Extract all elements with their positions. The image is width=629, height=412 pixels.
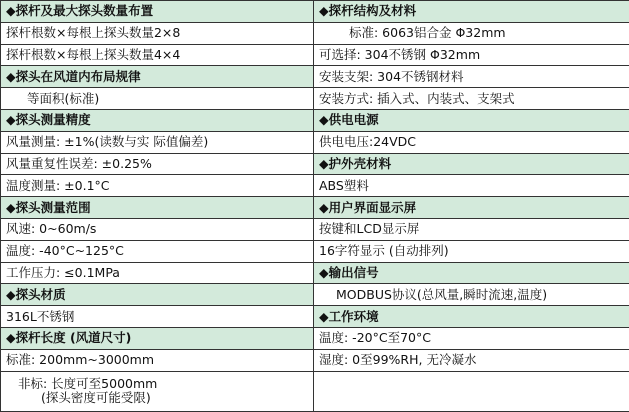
section-header: ◆探头测量范围 xyxy=(1,197,314,219)
spec-table-body xyxy=(1,1,629,372)
table-row xyxy=(1,88,629,110)
spec-value: MODBUS协议(总风量,瞬时流速,温度) xyxy=(314,284,629,306)
spec-value: 工作压力: ≤0.1MPa xyxy=(1,262,314,284)
table-row xyxy=(1,109,629,131)
section-header: ◆探头测量精度 xyxy=(1,109,314,131)
spec-value: 安装方式: 插入式、内装式、支架式 xyxy=(314,88,629,110)
table-row xyxy=(1,131,629,153)
spec-value: 标准: 6063铝合金 Φ32mm xyxy=(314,22,629,44)
table-row xyxy=(1,175,629,197)
section-header: ◆探杆长度 (风道尺寸) xyxy=(1,327,314,349)
table-row xyxy=(1,197,629,219)
spec-value: 探杆根数×每根上探头数量4×4 xyxy=(1,44,314,66)
table-row xyxy=(1,306,629,328)
table-row xyxy=(1,262,629,284)
probe-density-note: (探头密度可能受限) xyxy=(41,390,151,406)
spec-value: 风速: 0~60m/s xyxy=(1,218,314,240)
spec-value: 风量测量: ±1%(读数与实 际值偏差) xyxy=(1,131,314,153)
section-header: ◆用户界面显示屏 xyxy=(314,197,629,219)
table-row xyxy=(1,327,629,349)
spec-value: 标准: 200mm~3000mm xyxy=(1,349,314,371)
spec-value: ABS塑料 xyxy=(314,175,629,197)
nonstandard-length-text: 非标: 长度可至5000mm xyxy=(18,376,158,392)
table-row xyxy=(1,240,629,262)
spec-value: 温度: -40°C~125°C xyxy=(1,240,314,262)
section-header: ◆供电电源 xyxy=(314,109,629,131)
section-header: ◆探杆及最大探头数量布置 xyxy=(1,1,314,23)
table-row xyxy=(1,284,629,306)
spec-value: 等面积(标准) xyxy=(1,88,314,110)
spec-value: 按键和LCD显示屏 xyxy=(314,218,629,240)
spec-value: 可选择: 304不锈钢 Φ32mm xyxy=(314,44,629,66)
table-row xyxy=(1,22,629,44)
spec-value: 316L不锈钢 xyxy=(1,306,314,328)
spec-value: 温度测量: ±0.1°C xyxy=(1,175,314,197)
spec-table-footer xyxy=(1,371,629,411)
section-header: ◆探头在风道内布局规律 xyxy=(1,66,314,88)
spec-value: 供电电压:24VDC xyxy=(314,131,629,153)
table-row xyxy=(1,218,629,240)
spec-value: 16字符显示 (自动排列) xyxy=(314,240,629,262)
empty-cell xyxy=(314,371,629,411)
section-header: ◆探头材质 xyxy=(1,284,314,306)
section-header: ◆探杆结构及材料 xyxy=(314,1,629,23)
spec-value: 安装支架: 304不锈钢材料 xyxy=(314,66,629,88)
table-row xyxy=(1,66,629,88)
section-header: ◆护外壳材料 xyxy=(314,153,629,175)
table-row xyxy=(1,153,629,175)
nonstandard-length-cell xyxy=(1,371,314,411)
table-row xyxy=(1,349,629,371)
spec-value: 探杆根数×每根上探头数量2×8 xyxy=(1,22,314,44)
table-row xyxy=(1,1,629,23)
spec-value: 湿度: 0至99%RH, 无冷凝水 xyxy=(314,349,629,371)
table-row xyxy=(1,371,629,411)
section-header: ◆输出信号 xyxy=(314,262,629,284)
spec-value: 温度: -20°C至70°C xyxy=(314,327,629,349)
section-header: ◆工作环境 xyxy=(314,306,629,328)
spec-value: 风量重复性误差: ±0.25% xyxy=(1,153,314,175)
table-row xyxy=(1,44,629,66)
